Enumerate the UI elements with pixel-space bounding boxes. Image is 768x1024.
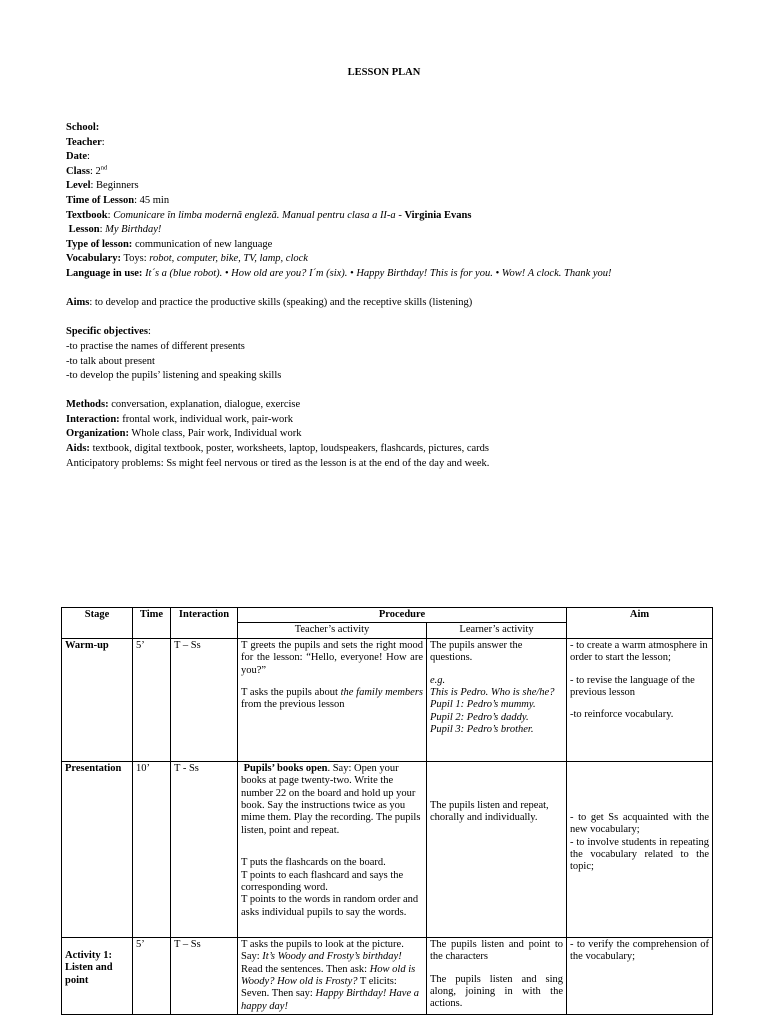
anticipatory-problems: Anticipatory problems: Ss might feel nervous or tired as the lesson is at the end of the day and week. [66,457,490,469]
interaction-cell: T – Ss [171,937,238,1014]
learner-activity-cell [427,761,567,937]
teacher-text: T points to each flashcard and says the corresponding word. [241,869,404,894]
learner-text: The pupils listen and sing along, joining in with the actions. [430,973,564,1010]
time-cell: 5’ [133,638,171,761]
learner-example-label: e.g. [430,674,446,686]
lesson-line [66,223,716,238]
class-value: : 2 [89,165,101,177]
table-row-presentation [62,761,713,937]
teacher-text: T asks the pupils about the family members from the previous lesson [241,687,423,711]
header-time: Time [133,608,171,639]
date-label: Date [66,151,87,163]
page-title: LESSON PLAN [347,67,421,78]
class-label: Class [66,165,90,177]
aids-value: textbook, digital textbook, poster, worksheets, laptop, loudspeakers, flashcards, pictures, cards [89,443,490,455]
header-learner-activity: Learner’s activity [427,623,567,638]
teacher-label: Teacher [66,136,102,148]
textbook-colon: : [107,209,114,221]
table-header-row [62,608,713,623]
language-value: It´s a (blue robot). • How old are you? I´m (six). • Happy Birthday! This is for you. • Wow! A clock. Thank you! [142,267,612,279]
time-label: Time of Lesson [66,194,135,206]
objective-item: -to develop the pupils’ listening and speaking skills [66,370,282,382]
header-aim: Aim [567,608,713,639]
table-row-warmup [62,638,713,761]
textbook-line [66,209,716,224]
learner-example: This is Pedro. Who is she/he? [430,687,555,699]
aim-text: - to create a warm atmosphere in order to start the lesson; [570,639,708,664]
table-row-activity1 [62,937,713,1014]
stage-cell: Warm-up [62,638,133,761]
aim-text: - to revise the language of the previous lesson [570,674,695,699]
language-line [66,267,716,282]
interaction-value: frontal work, individual work, pair-work [119,413,293,425]
learner-example: Pupil 1: Pedro’s mummy. [430,699,536,711]
learner-text: The pupils answer the questions. [430,639,523,664]
objectives-colon: : [147,326,151,338]
stage-cell: Presentation [62,761,133,937]
aim-text: - to get Ss acquainted with the new vocabulary; [570,811,710,836]
aids-line [66,442,716,457]
type-value: communication of new language [132,238,273,250]
lesson-value: My Birthday! [105,224,162,236]
class-ordinal: nd [100,164,108,172]
interaction-label: Interaction: [66,413,120,425]
objectives-heading [66,325,716,340]
learner-activity-cell [427,937,567,1014]
aims-label: Aims [66,297,90,309]
methods-value: conversation, explanation, dialogue, exercise [108,399,301,411]
language-label: Language in use: [66,267,143,279]
aim-cell [567,638,713,761]
time-value: : 45 min [134,194,170,206]
teacher-text: T puts the flashcards on the board. [241,857,386,869]
interaction-line [66,413,716,428]
header-stage: Stage [62,608,133,639]
lesson-table [61,607,713,1015]
teacher-line [66,136,716,151]
class-line [66,165,716,180]
lesson-label: Lesson [68,224,100,236]
aim-cell: - to verify the comprehension of the vocabulary; [567,937,713,1014]
learner-text: The pupils listen and repeat, chorally and individually. [430,799,549,824]
teacher-text: T greets the pupils and sets the right mood for the lesson: “Hello, everyone! How are you?” [241,639,423,676]
textbook-dash: - [395,209,405,221]
learner-text: The pupils listen and point to the characters [430,938,564,963]
lesson-colon: : [99,224,106,236]
objectives-label: Specific objectives [66,326,148,338]
time-cell: 10’ [133,761,171,937]
type-line [66,238,716,253]
objective-item: -to talk about present [66,355,155,367]
school-label: School: [66,122,100,133]
level-line [66,179,716,194]
textbook-title: Comunicare în limba modernă engleză. Manual pentru clasa a II-a [113,209,396,221]
textbook-author: Virginia Evans [404,209,472,221]
methods-line [66,398,716,413]
teacher-activity-cell [238,638,427,761]
objective-item: -to practise the names of different presents [66,340,245,352]
teacher-activity-cell [238,761,427,937]
interaction-cell: T – Ss [171,638,238,761]
learner-example: Pupil 3: Pedro’s brother. [430,724,534,736]
header-procedure: Procedure [238,608,567,623]
header-teacher-activity: Teacher’s activity [238,623,427,638]
header-interaction: Interaction [171,608,238,639]
aims-line [66,296,716,311]
aim-text: -to reinforce vocabulary. [570,709,674,721]
lesson-info [66,121,716,471]
aim-text: - to involve students in repeating the vocabulary related to the topic; [570,836,710,873]
date-colon: : [87,151,90,163]
vocabulary-prefix: Toys: [121,253,150,265]
teacher-colon: : [101,136,105,148]
textbook-label: Textbook [66,209,108,221]
level-label: Level [66,180,91,192]
organization-value: Whole class, Pair work, Individual work [129,428,302,440]
learner-activity-cell [427,638,567,761]
organization-label: Organization: [66,428,129,440]
teacher-activity-cell: T asks the pupils to look at the picture. Say: It’s Woody and Frosty’s birthday! Read the sentences. Then ask: How old is Woody? How old is Frosty? T elicits: Seven. Then say: Happy Birthday! Have a happy day! [238,937,427,1014]
stage-cell: Activity 1: Listen and point [62,937,133,1014]
teacher-text: T points to the words in random order and asks individual pupils to say the words. [241,894,419,918]
aims-value: : to develop and practice the productive skills (speaking) and the receptive skills (listening) [89,297,473,309]
teacher-text: Pupils’ books open. Say: Open your books at page twenty-two. Write the number 22 on the board and hold up your book. Say the instructions twice as you mime them. Play the recording. The pupils listen, point and repeat. [241,762,421,836]
methods-label: Methods: [66,399,109,411]
learner-example: Pupil 2: Pedro’s daddy. [430,711,529,723]
school-line [66,121,716,136]
vocabulary-line [66,252,716,267]
interaction-cell: T - Ss [171,761,238,937]
aim-cell [567,761,713,937]
date-line [66,150,716,165]
time-line [66,194,716,209]
vocabulary-label: Vocabulary: [66,253,122,265]
type-label: Type of lesson: [66,238,133,250]
vocabulary-value: robot, computer, bike, TV, lamp, clock [149,253,308,265]
aids-label: Aids: [66,443,90,455]
level-value: : Beginners [90,180,139,192]
organization-line [66,427,716,442]
time-cell: 5’ [133,937,171,1014]
